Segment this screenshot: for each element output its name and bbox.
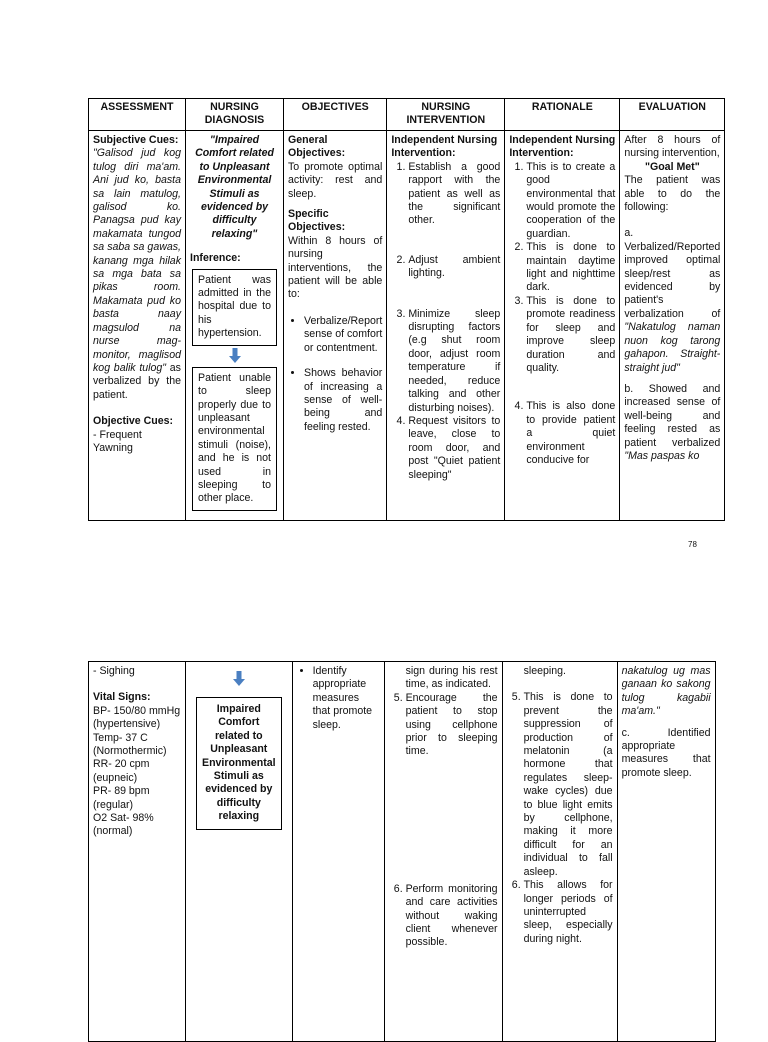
- rationale-cell: [505, 131, 620, 521]
- subjective-tail: as verbalized by the patient.: [93, 361, 181, 401]
- objective-bullet-behavior: • Shows behavior of increasing a sense of well-being and feeling rested.: [304, 367, 382, 434]
- intervention-item-2: 2. Adjust ambient lighting.: [408, 254, 500, 281]
- vital-bp: BP- 150/80 mmHg (hypertensive): [93, 704, 181, 731]
- intervention-title: Independent Nursing Intervention:: [391, 134, 498, 160]
- header-nursing-intervention: NURSING INTERVENTION: [387, 99, 505, 131]
- rationale-item-3: 3. This is done to promote readiness for sleep and improve sleep duration and quality.: [526, 295, 615, 375]
- intervention-list: [391, 161, 500, 482]
- header-nursing-diagnosis: NURSING DIAGNOSIS: [186, 99, 284, 131]
- intervention-item-5: 5. Encourage the patient to stop using cellphone prior to sleeping time.: [406, 692, 498, 759]
- vital-rr: RR- 20 cpm (eupneic): [93, 758, 150, 784]
- rationale-list-cont: [507, 691, 613, 946]
- evaluation-intro: After 8 hours of nursing intervention,: [624, 134, 721, 160]
- evaluation-b-quote-cont: nakatulog ug mas ganaan ko sakong tulog kagabii ma'am.": [621, 665, 711, 718]
- intervention-cell-cont: [384, 662, 502, 1042]
- evaluation-able: The patient was able to do the following:: [624, 174, 721, 214]
- vital-temp: Temp- 37 C (Normothermic): [93, 731, 167, 758]
- intervention-item-1: 1. Establish a good rapport with the patient as well as the significant other.: [408, 161, 500, 228]
- objective-cues-title: Objective Cues:: [93, 415, 174, 428]
- assessment-cell-cont: [89, 662, 186, 1042]
- rationale-item-1: 1. This is to create a good environmental that would promote the cooperation of the guardian.: [526, 161, 615, 241]
- vital-signs-title: Vital Signs:: [93, 691, 151, 704]
- objective-bullet-verbalize: • Verbalize/Report sense of comfort or contentment.: [304, 315, 382, 355]
- evaluation-item-b: [624, 383, 720, 463]
- header-evaluation: EVALUATION: [620, 99, 725, 131]
- rationale-item-2: 2. This is done to maintain daytime light and nighttime dark.: [526, 241, 615, 295]
- objectives-cell-cont: [292, 662, 384, 1042]
- rationale-title: Independent Nursing Intervention:: [509, 134, 616, 160]
- down-arrow-icon: [190, 671, 288, 687]
- header-assessment: ASSESSMENT: [89, 99, 186, 131]
- objectives-list: [288, 315, 382, 434]
- evaluation-cell: [620, 131, 725, 521]
- evaluation-item-c: c. Identified appropriate measures that promote sleep.: [621, 726, 711, 779]
- inference-box-admission: Patient was admitted in the hospital due to his hypertension.: [192, 269, 277, 346]
- objective-cue-sighing: - Sighing: [93, 665, 135, 677]
- rationale-item-4: 4. This is also done to provide patient a quiet environment conducive for: [526, 400, 615, 467]
- vital-pr: PR- 89 bpm (regular): [93, 785, 150, 811]
- general-objectives-title: General Objectives:: [288, 134, 346, 160]
- diagnosis-cell: [186, 131, 284, 521]
- header-rationale: RATIONALE: [505, 99, 620, 131]
- evaluation-a-text: a. Verbalized/Reported improved optimal sleep/rest as evidenced by patient's verbalization of: [624, 227, 721, 320]
- subjective-quote: "Galisod jud kog tulog diri ma'am. Ani jud ko, basta sa lain matulog, galisod ko. Panagsa pud kay makamata tungod sa saba sa gawas, kanang mga hilak sa mga bata sa pikas room. Makamata pud ko basta naay magsulod na nurse mag-monitor, maglisod kog balik tulog": [93, 147, 181, 374]
- goal-met-label: "Goal Met": [644, 160, 700, 173]
- subjective-cues-text: [93, 147, 181, 402]
- inference-label: Inference:: [190, 252, 241, 265]
- intervention-item-4-cont: sign during his rest time, as indicated.: [405, 665, 498, 691]
- evaluation-item-a: [624, 227, 720, 374]
- objective-cue-item: - Frequent Yawning: [93, 428, 142, 454]
- evaluation-a-quote: "Nakatulog naman nuon kog tarong gahapon. Straight-straight jud": [624, 321, 721, 374]
- down-arrow-icon: [190, 348, 279, 364]
- intervention-list-cont: [389, 692, 498, 950]
- objective-bullet-identify: • Identify appropriate measures that promote sleep.: [313, 665, 380, 732]
- vital-o2: O2 Sat- 98% (normal): [93, 812, 154, 838]
- care-plan-table-page1: [88, 98, 725, 521]
- rationale-item-5: 5. This is done to prevent the suppression of production of melatonin (a hormone that regulates sleep-wake cycles) due to blue light emits by cellphone, making it more difficult for an individual to fall asleep.: [524, 691, 613, 879]
- objectives-list-cont: [297, 665, 380, 732]
- intervention-item-3: 3. Minimize sleep disrupting factors (e.g shut room door, adjust room temperature if needed, reduce talking and other disturbing noises).: [408, 308, 500, 415]
- assessment-cell: [89, 131, 186, 521]
- diagnosis-box: Impaired Comfort related to Unpleasant Environmental Stimuli as evidenced by difficulty relaxing: [196, 697, 282, 830]
- evaluation-b-text: b. Showed and increased sense of well-being and feeling rested as patient verbalized: [624, 382, 721, 449]
- intervention-item-4: 4. Request visitors to leave, close to room door, and post "Quiet patient sleeping": [408, 415, 500, 482]
- rationale-item-4-cont: sleeping.: [523, 665, 566, 677]
- rationale-item-6: 6. This allows for longer periods of uninterrupted sleep, especially during night.: [524, 879, 613, 946]
- page-number: 78: [688, 540, 697, 549]
- diagnosis-statement: "Impaired Comfort related to Unpleasant Environmental Stimuli as evidenced by difficulty relaxing": [195, 134, 274, 240]
- care-plan-table-page2: [88, 661, 716, 1042]
- inference-box-sleep: Patient unable to sleep properly due to unpleasant environmental stimuli (noise), and he is not used in sleeping to other place.: [192, 367, 277, 511]
- rationale-list: [509, 161, 615, 468]
- diagnosis-cell-cont: [186, 662, 293, 1042]
- intervention-item-6: 6. Perform monitoring and care activities without waking client whenever possible.: [406, 883, 498, 950]
- header-objectives: OBJECTIVES: [284, 99, 387, 131]
- general-objectives-text: To promote optimal activity: rest and sleep.: [288, 160, 383, 200]
- rationale-cell-cont: [502, 662, 617, 1042]
- subjective-cues-title: Subjective Cues:: [93, 134, 179, 146]
- evaluation-cell-cont: [617, 662, 715, 1042]
- objectives-cell: [284, 131, 387, 521]
- intervention-cell: [387, 131, 505, 521]
- evaluation-b-quote: "Mas paspas ko: [624, 449, 700, 462]
- specific-objectives-title: Specific Objectives:: [288, 208, 346, 234]
- specific-objectives-text: Within 8 hours of nursing interventions, the patient will be able to:: [288, 234, 383, 301]
